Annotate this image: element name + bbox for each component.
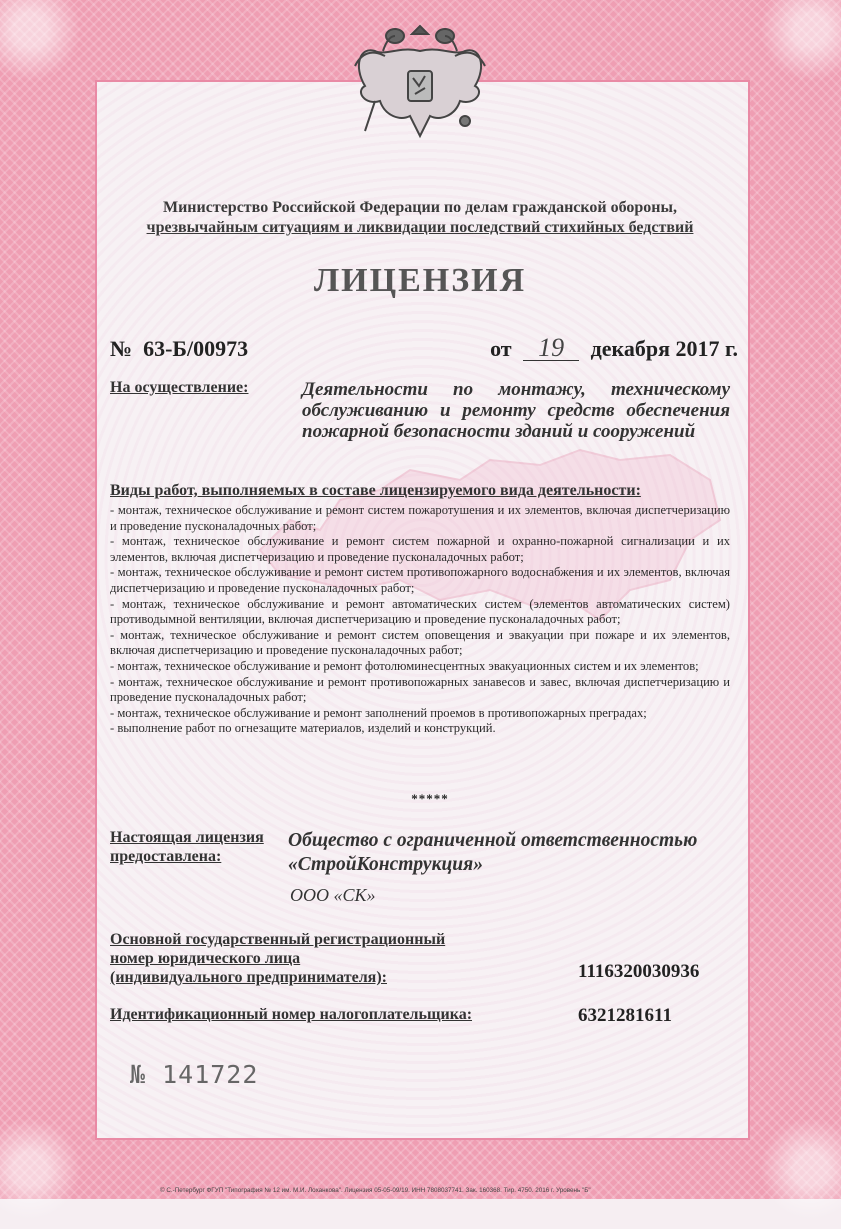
license-number	[110, 336, 248, 362]
list-item: - монтаж, техническое обслуживание и ремонт систем противопожарного водоснабжения и их элементов, включая диспетчеризацию и проведение пусконаладочных работ;	[110, 565, 730, 595]
printer-imprint: © С.-Петербург ФГУП "Типография № 12 им. М.И. Лоханкова". Лицензия 05-05-09/19. ИНН 7808037741. Зак. 160368. Тир. 4750. 2016 г. Уровень "Б"	[160, 1187, 591, 1194]
works-list	[110, 503, 730, 737]
date-month-year: декабря 2017 г.	[590, 336, 738, 361]
separator-stars: *****	[411, 791, 449, 806]
ogrn-label-line: (индивидуального предпринимателя):	[110, 969, 387, 986]
date-day-handwritten: 19	[523, 336, 579, 361]
list-item: - монтаж, техническое обслуживание и ремонт заполнений проемов в противопожарных преградах;	[110, 705, 647, 720]
grantee-label-line: предоставлена:	[110, 848, 222, 865]
list-item: - монтаж, техническое обслуживание и ремонт противопожарных занавесов и завес, включая диспетчеризацию и проведение пусконаладочных работ;	[110, 674, 730, 705]
grantee-short-name: ООО «СК»	[290, 885, 376, 905]
grantee-full-name: Общество с ограниченной ответственностью «СтройКонструкция»	[288, 830, 698, 875]
grantee-label	[110, 828, 280, 866]
ogrn-label	[110, 930, 510, 987]
date-prefix: от	[490, 336, 512, 361]
ogrn-label-line: номер юридического лица	[110, 950, 301, 967]
license-date	[490, 333, 738, 362]
list-item: - монтаж, техническое обслуживание и ремонт систем пожаротушения и их элементов, включая диспетчеризацию и проведение пусконаладочных работ;	[110, 503, 730, 533]
activity-text: Деятельности по монтажу, техническому обслуживанию и ремонту средств обеспечения пожарной безопасности зданий и сооружений	[302, 379, 730, 442]
list-item: - монтаж, техническое обслуживание и ремонт систем пожарной и охранно-пожарной сигнализации и их элементов, включая диспетчеризацию и проведение пусконаладочных работ;	[110, 534, 730, 564]
ogrn-value: 1116320030936	[578, 961, 700, 982]
inn-label: Идентификационный номер налогоплательщика:	[110, 1006, 473, 1023]
license-number-value: 63-Б/00973	[143, 336, 249, 361]
list-item: - монтаж, техническое обслуживание и ремонт систем оповещения и эвакуации при пожаре и их элементов, включая диспетчеризацию и проведение пусконаладочных работ;	[110, 627, 730, 658]
list-item: - монтаж, техническое обслуживание и ремонт автоматических систем (элементов автоматических систем) противодымной вентиляции, включая диспетчеризацию и проведение пусконаладочных работ;	[110, 596, 730, 627]
blank-serial-number: № 141722	[130, 1060, 259, 1089]
ministry-line: Министерство Российской Федерации по делам гражданской обороны,	[162, 199, 678, 216]
activity-label: На осуществление:	[110, 379, 249, 396]
list-item: - монтаж, техническое обслуживание и ремонт фотолюминесцентных эвакуационных систем и их элементов;	[110, 658, 699, 673]
ministry-name	[100, 198, 740, 238]
grantee-label-line: Настоящая лицензия	[110, 829, 264, 846]
number-sign: №	[110, 336, 133, 361]
list-item: - выполнение работ по огнезащите материалов, изделий и конструкций.	[110, 721, 496, 736]
coat-of-arms-emblem	[345, 6, 495, 156]
document-title: ЛИЦЕНЗИЯ	[313, 262, 527, 299]
inn-value: 6321281611	[578, 1005, 672, 1026]
works-heading: Виды работ, выполняемых в составе лицензируемого вида деятельности:	[110, 482, 641, 499]
ogrn-label-line: Основной государственный регистрационный	[110, 931, 446, 948]
ministry-line: чрезвычайным ситуациям и ликвидации последствий стихийных бедствий	[146, 219, 694, 236]
